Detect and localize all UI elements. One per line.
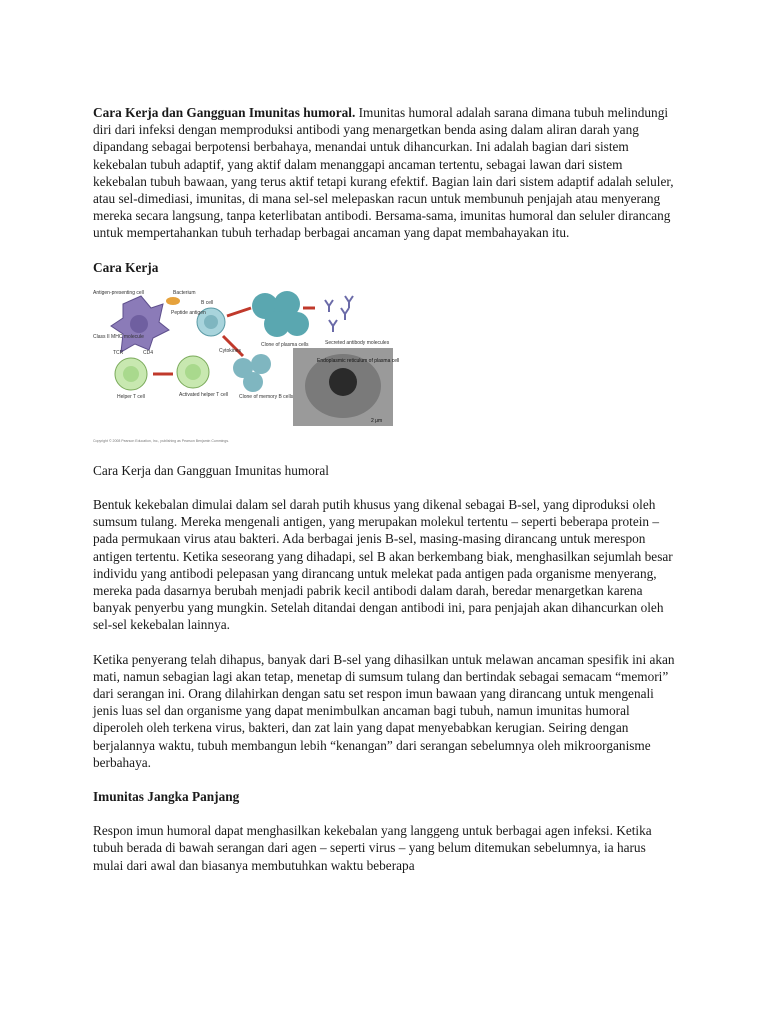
label-secreted: Secreted antibody molecules [325, 339, 390, 346]
arrow-2 [227, 308, 251, 316]
intro-title: Cara Kerja dan Gangguan Imunitas humoral. [93, 105, 356, 120]
apc-nucleus [130, 315, 148, 333]
paragraph-long-term: Respon imun humoral dapat menghasilkan kekebalan yang langgeng untuk berbagai agen infeksi. Ketika tubuh berada di bawah serangan dari agen – seperti virus – yang belum ditemukan sebelumnya, ia harus mulai dari awal dan biasanya membutuhkan waktu beberapa [93, 823, 652, 873]
antibodies-icon [325, 296, 353, 332]
bacterium-shape [166, 297, 180, 305]
paragraph-memory: Ketika penyerang telah dihapus, banyak dari B-sel yang dihasilkan untuk melawan ancaman spesifik ini akan mati, namun sebagian lagi akan tetap, menetap di sumsum tulang dan bertindak sebagai semacam “memori” dari serangan ini. Orang dilahirkan dengan satu set respon imun bawaan yang dirancang untuk mengenali jenis luas sel dan organisme yang dapat menimbulkan ancaman bagi tubuh, namun imunitas humoral diperoleh oleh terkena virus, bakteri, dan zat lain yang dapat menyebabkan kerugian. Seiring dengan berjalannya waktu, tubuh membangun lebih “kenangan” dari serangan sebelumnya oleh mikroorganisme berbahaya. [93, 651, 675, 770]
label-activated: Activated helper T cell [179, 391, 229, 398]
label-cd4: CD4 [143, 349, 154, 356]
label-plasma-clone: Clone of plasma cells [261, 341, 309, 348]
memory-cell-3 [243, 372, 263, 392]
section-heading-imunitas: Imunitas Jangka Panjang [93, 789, 240, 805]
b-cell-nucleus [204, 315, 218, 329]
label-scale: 2 μm [371, 417, 383, 424]
label-copyright: Copyright © 2008 Pearson Education, Inc., publishing as Pearson Benjamin Cummings. [93, 438, 230, 443]
intro-body: Imunitas humoral adalah sarana dimana tubuh melindungi diri dari infeksi dengan memproduksi antibodi yang menargetkan benda asing dalam aliran darah yang dipandang sebagai berpotensi berbahaya, menandai untuk dihancurkan. Ini adalah bagian dari sistem kekebalan tubuh adaptif, yang aktif dalam menanggapi ancaman tertentu, sebagai lawan dari sistem kekebalan tubuh bawaan, yang terus aktif tetapi kurang efektif. Bagian lain dari sistem adaptif adalah seluler, atau sel-dimediasi, imunitas, di mana sel-sel melepaskan racun untuk membunuh penjajah atau menyerang mereka secara langsung, tanpa keterlibatan antibodi. Bersama-sama, imunitas humoral dan seluler dirancang untuk mempertahankan tubuh terhadap berbagai ancaman yang dapat membahayakan itu. [93, 105, 674, 241]
label-tcr: TCR [113, 349, 124, 356]
section-heading-cara-kerja: Cara Kerja [93, 259, 159, 275]
document-page [93, 104, 678, 874]
paragraph-b-cells: Bentuk kekebalan dimulai dalam sel darah putih khusus yang dikenal sebagai B-sel, yang diproduksi oleh sumsum tulang. Mereka mengenali antigen, yang merupakan molekul tertentu – seperti beberapa protein – pada permukaan virus atau bakteri. Ada berbagai jenis B-sel, masing-masing dirancang untuk merespon antigen tertentu. Ketika seseorang yang dihadapi, sel B akan berkembang biak, menghasilkan sejumlah besar individu yang antibodi pelepasan yang dirancang untuk melekat pada antigen pada organisme menyerang, mereka pada dasarnya berubah menjadi pabrik kecil antibodi dalam darah, beredar menargetkan karena banyak penyerbu yang mungkin. Setelah ditandai dengan antibodi ini, para penjajah akan dihancurkan oleh sel-sel kekebalan lainnya. [93, 497, 673, 633]
label-apc: Antigen-presenting cell [93, 289, 144, 296]
helper-t-nucleus [123, 366, 139, 382]
immune-diagram [93, 286, 403, 446]
label-er: Endoplasmic reticulum of plasma cell [317, 357, 400, 364]
label-helper: Helper T cell [117, 393, 145, 400]
label-mhc: Class II MHC molecule [93, 333, 144, 340]
immune-diagram-figure [93, 286, 403, 446]
label-cytokines: Cytokines [219, 347, 241, 354]
label-bacterium: Bacterium [173, 289, 196, 296]
activated-t-nucleus [185, 364, 201, 380]
intro-paragraph [93, 104, 678, 242]
label-memory-clone: Clone of memory B cells [239, 393, 294, 400]
plasma-cell-4 [285, 312, 309, 336]
memory-cell-2 [251, 354, 271, 374]
label-bcell: B cell [201, 299, 214, 306]
em-nucleus [329, 368, 357, 396]
figure-caption: Cara Kerja dan Gangguan Imunitas humoral [93, 462, 329, 478]
label-peptide: Peptide antigen [171, 309, 206, 316]
